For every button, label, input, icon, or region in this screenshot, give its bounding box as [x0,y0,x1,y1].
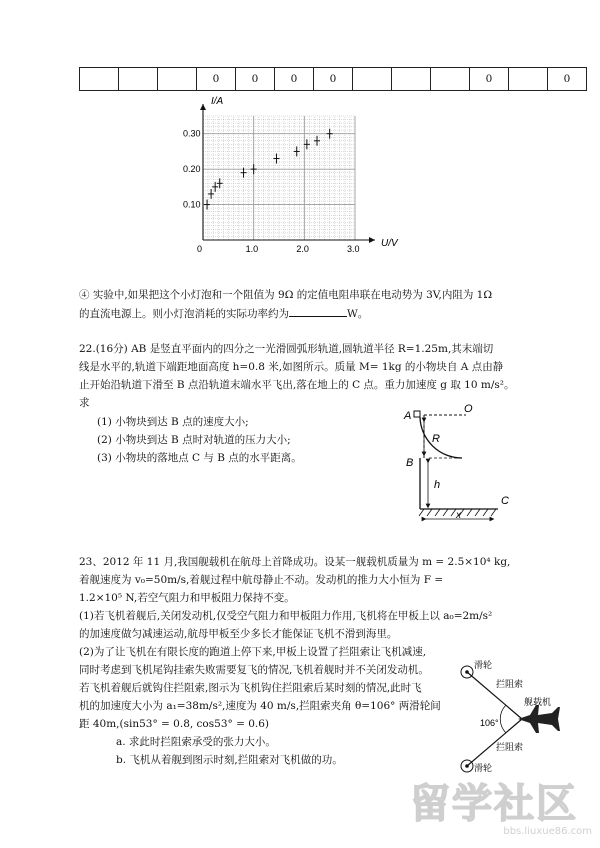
label-cable-bottom: 拦阻索 [496,742,524,752]
x-tick-label: 2.0 [296,244,309,254]
table-cell: 0 [548,68,587,91]
q23-line: 若飞机着舰后就钩住拦阻索,图示为飞机钩住拦阻索后某时刻的情况,此时飞 [79,682,422,694]
q23-sub: b. 飞机从着舰到图示时刻,拦阻索对飞机做的功。 [116,754,343,766]
q21-line2-unit: W。 [347,308,369,320]
q23-line: 23、2012 年 11 月,我国舰载机在航母上首降成功。设某一舰载机质量为 m = 2.5×10⁴ kg, [79,556,511,568]
label-a: A [404,410,412,422]
table-cell: 0 [275,68,314,91]
q22-sub: (1) 小物块到达 B 点的速度大小; [97,416,249,428]
label-pulley-top: 滑轮 [474,660,493,670]
q21-part4 [79,286,492,323]
data-point [294,146,300,156]
origin-label: 0 [197,244,203,254]
q23-line: 同时考虑到飞机尾钩挂索失败需要复飞的情况,飞机着舰时并不关闭发动机。 [79,664,429,676]
track-diagram [378,400,518,525]
q23-sub: a. 求此时拦阻索承受的张力大小。 [116,736,276,748]
label-h: h [434,479,441,491]
watermark-url: bbs.liuxue86.com [503,826,592,837]
q23-line: 的加速度做匀减速运动,航母甲板至少多长才能保证飞机不滑到海里。 [79,628,398,640]
iu-chart [185,92,405,257]
table-cell [80,68,119,91]
q21-line2-text: 的直流电源上。则小灯泡消耗的实际功率约为 [79,308,289,320]
plane-icon [518,705,560,733]
label-c: C [501,495,509,507]
q21-line2 [79,304,492,323]
table-cell: 0 [197,68,236,91]
x-tick-label: 3.0 [347,244,360,254]
table-cell [119,68,158,91]
q23-subquestions [116,733,343,769]
data-point [273,154,279,164]
q23-line: (2)为了让飞机在有限长度的跑道上停下来,甲板上设置了拦阻索让飞机减速, [79,646,427,658]
q22-sub: (2) 小物块到达 B 点时对轨道的压力大小; [97,434,291,446]
x-axis-arrow-icon [369,237,375,243]
y-tick-label: 0.30 [183,128,201,139]
y-axis-arrow-icon [200,104,206,110]
table-cell: 0 [314,68,353,91]
table-cell [392,68,431,91]
q22-sub: (3) 小物块的落地点 C 与 B 点的水平距离。 [97,452,302,464]
arc-track [420,417,462,458]
watermark-brand: 留学社区 [410,781,578,827]
q23-line: 着舰速度为 v₀=50m/s,着舰过程中航母静止不动。发动机的推力大小恒为 F = [79,574,444,586]
label-o: O [464,403,473,415]
table-cell [353,68,392,91]
label-cable-top: 拦阻索 [496,679,524,689]
watermark [410,782,598,846]
q22-line: 止开始沿轨道下滑至 B 点沿轨道末端水平飞出,落在地上的 C 点。重力加速度 g 取 10 m/s²。 [79,379,515,391]
y-axis-label: I/A [211,96,224,107]
q22-subquestions [97,413,302,467]
label-plane: 舰载机 [524,697,552,707]
x-axis-label: U/V [381,238,398,249]
q23-line: (1)若飞机着舰后,关闭发动机,仅受空气阻力和甲板阻力作用,飞机将在甲板上以 a₀=2m/s² [79,610,493,622]
q23-line: 距 40m,(sin53° = 0.8, cos53° = 0.6) [79,718,270,730]
table-cell [509,68,548,91]
table-cell [431,68,470,91]
label-r: R [432,433,440,445]
table-cell: 0 [470,68,509,91]
table-cell [158,68,197,91]
q22-line: 22.(16分) AB 是竖直平面内的四分之一光滑圆弧形轨道,圆轨道半径 R=1.25m,其末端切 [79,343,494,355]
chart-grid [203,116,355,240]
answer-blank [289,304,347,317]
q21-line1: ④ 实验中,如果把这个小灯泡和一个阻值为 9Ω 的定值电阻串联在电动势为 3V,内阻为 1Ω [79,289,493,301]
data-table [79,67,587,91]
q22-line: 线是水平的,轨道下端距地面高度 h=0.8 米,如图所示。质量 M= 1kg 的小物块自 A 点由静 [79,361,504,373]
label-pulley-bottom: 滑轮 [474,763,493,773]
label-b: B [406,457,414,469]
q23-line: 1.2×10⁵ N,若空气阻力和甲板阻力保持不变。 [79,592,295,604]
q22-line: 求 [79,397,90,409]
y-tick-label: 0.20 [183,164,201,175]
y-tick-label: 0.10 [183,199,201,210]
table-cell: 0 [236,68,275,91]
label-x: x [456,510,461,521]
arresting-cable-diagram [440,655,570,785]
label-angle: 106° [480,718,499,728]
q23-line: 机的加速度大小为 a₁=38m/s²,速度为 40 m/s,拦阻索夹角 θ=106° 两滑轮间 [79,700,441,712]
angle-arc [500,705,506,733]
x-tick-label: 1.0 [245,244,259,254]
table-row [80,68,587,91]
block-at-a [414,411,420,417]
